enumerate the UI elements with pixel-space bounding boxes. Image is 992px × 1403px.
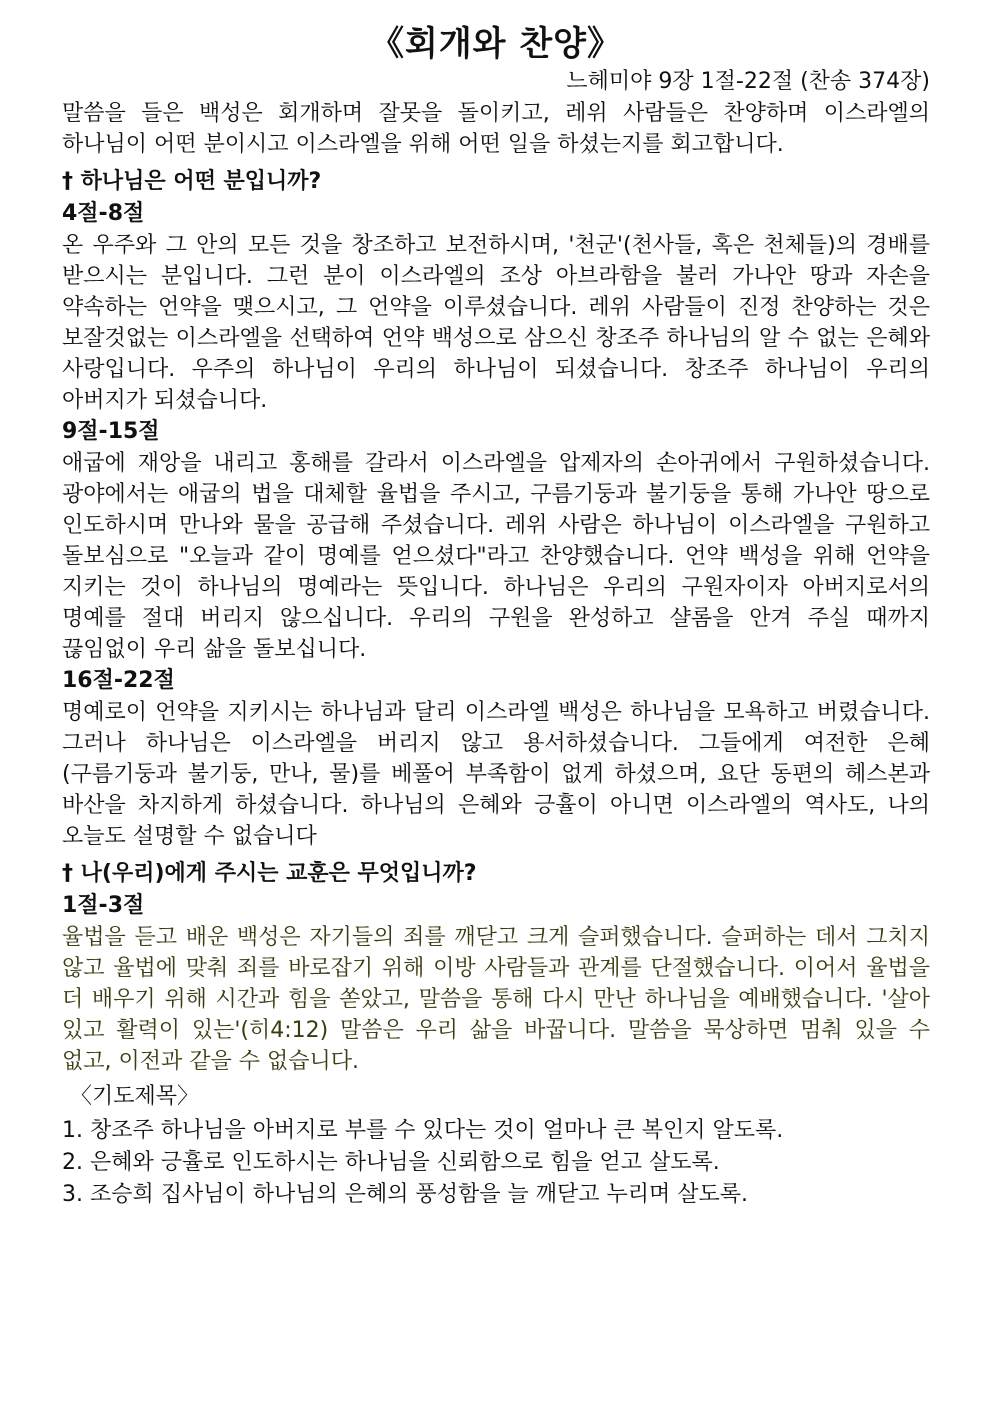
- section-heading-4-8: 4절-8절: [62, 201, 145, 226]
- prayer-heading: 〈기도제목〉: [70, 1084, 200, 1109]
- prayer-item-2: 2. 은혜와 긍휼로 인도하시는 하나님을 신뢰함으로 힘을 얻고 살도록.: [62, 1150, 720, 1175]
- scripture-reference: 느헤미야 9장 1절-22절 (찬송 374장): [566, 69, 930, 94]
- section-heading-16-22: 16절-22절: [62, 668, 175, 693]
- intro-paragraph: 말씀을 들은 백성은 회개하며 잘못을 돌이키고, 레위 사람들은 찬양하며 이스라엘의 하나님이 어떤 분이시고 이스라엘을 위해 어떤 일을 하셨는지를 회고합니다.: [62, 101, 930, 157]
- section-body-9-15: 애굽에 재앙을 내리고 홍해를 갈라서 이스라엘을 압제자의 손아귀에서 구원하셨습니다. 광야에서는 애굽의 법을 대체할 율법을 주시고, 구름기둥과 불기둥을 통해 가나안 땅으로 인도하시며 만나와 물을 공급해 주셨습니다. 레위 사람은 하나님이 이스라엘을 구원하고 돌보심으로 "오늘과 같이 명예를 얻으셨다"라고 찬양했습니다. 언약 백성을 위해 언약을 지키는 것이 하나님의 명예라는 뜻입니다. 하나님은 우리의 구원자이자 아버지로서의 명예를 절대 버리지 않으십니다. 우리의 구원을 완성하고 샬롬을 안겨 주실 때까지 끊임없이 우리 삶을 돌보십니다.: [62, 451, 930, 662]
- section-body-16-22: 명예로이 언약을 지키시는 하나님과 달리 이스라엘 백성은 하나님을 모욕하고 버렸습니다. 그러나 하나님은 이스라엘을 버리지 않고 용서하셨습니다. 그들에게 여전한 은혜(구름기둥과 불기둥, 만나, 물)를 베풀어 부족함이 없게 하셨으며, 요단 동편의 헤스본과 바산을 차지하게 하셨습니다. 하나님의 은혜와 긍휼이 아니면 이스라엘의 역사도, 나의 오늘도 설명할 수 없습니다: [62, 700, 930, 849]
- question-heading-1: † 하나님은 어떤 분입니까?: [62, 169, 322, 194]
- prayer-item-3: 3. 조승희 집사님이 하나님의 은혜의 풍성함을 늘 깨닫고 누리며 살도록.: [62, 1182, 748, 1207]
- section-body-1-3: 율법을 듣고 배운 백성은 자기들의 죄를 깨닫고 크게 슬퍼했습니다. 슬퍼하는 데서 그치지 않고 율법에 맞춰 죄를 바로잡기 위해 이방 사람들과 관계를 단절했습니다. 이어서 율법을 더 배우기 위해 시간과 힘을 쏟았고, 말씀을 통해 다시 만난 하나님을 예배했습니다. '살아 있고 활력이 있는'(히4:12) 말씀은 우리 삶을 바꿉니다. 말씀을 묵상하면 멈춰 있을 수 없고, 이전과 같을 수 없습니다.: [62, 925, 930, 1074]
- question-heading-2: † 나(우리)에게 주시는 교훈은 무엇입니까?: [62, 861, 477, 886]
- section-heading-9-15: 9절-15절: [62, 419, 160, 444]
- section-body-4-8: 온 우주와 그 안의 모든 것을 창조하고 보전하시며, '천군'(천사들, 혹은 천체들)의 경배를 받으시는 분입니다. 그런 분이 이스라엘의 조상 아브라함을 불러 가나안 땅과 자손을 약속하는 언약을 맺으시고, 그 언약을 이루셨습니다. 레위 사람들이 진정 찬양하는 것은 보잘것없는 이스라엘을 선택하여 언약 백성으로 삼으신 창조주 하나님의 알 수 없는 은혜와 사랑입니다. 우주의 하나님이 우리의 하나님이 되셨습니다. 창조주 하나님이 우리의 아버지가 되셨습니다.: [62, 233, 930, 413]
- section-heading-1-3: 1절-3절: [62, 893, 145, 918]
- prayer-item-1: 1. 창조주 하나님을 아버지로 부를 수 있다는 것이 얼마나 큰 복인지 알도록.: [62, 1118, 784, 1143]
- page-title: 《회개와 찬양》: [369, 24, 623, 64]
